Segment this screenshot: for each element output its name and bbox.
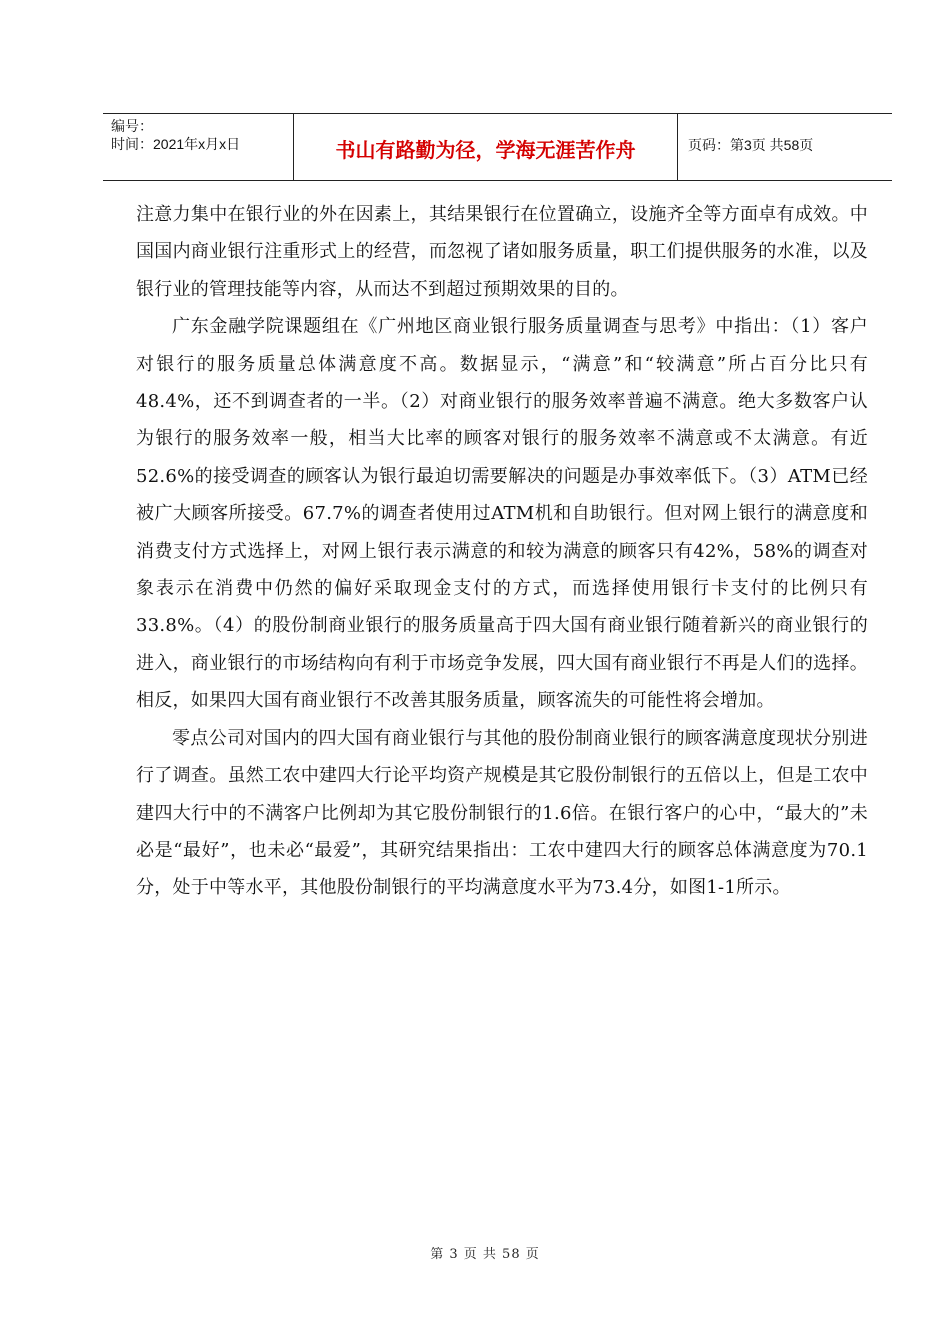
- date-label: 时间：2021年x月x日: [111, 136, 241, 152]
- header-meta: [103, 114, 293, 180]
- page-header: [103, 113, 892, 181]
- paragraph-3: 零点公司对国内的四大国有商业银行与其他的股份制商业银行的顾客满意度现状分别进行了调查。虽然工农中建四大行论平均资产规模是其它股份制银行的五倍以上，但是工农中建四大行中的不满客户比例却为其它股份制银行的1.6倍。在银行客户的心中，“最大的”未必是“最好”，也未必“最爱”，其研究结果指出：工农中建四大行的顾客总体满意度为70.1分，处于中等水平，其他股份制银行的平均满意度水平为73.4分，如图1-1所示。: [136, 727, 868, 899]
- document-body: [136, 196, 868, 907]
- paragraph-2: 广东金融学院课题组在《广州地区商业银行服务质量调查与思考》中指出：（1）客户对银行的服务质量总体满意度不高。数据显示，“满意”和“较满意”所占百分比只有48.4%，还不到调查者的一半。（2）对商业银行的服务效率普遍不满意。绝大多数客户认为银行的服务效率一般，相当大比率的顾客对银行的服务效率不满意或不太满意。有近52.6%的接受调查的顾客认为银行最迫切需要解决的问题是办事效率低下。（3）ATM已经被广大顾客所接受。67.7%的调查者使用过ATM机和自助银行。但对网上银行的满意度和消费支付方式选择上，对网上银行表示满意的和较为满意的顾客只有42%，58%的调查对象表示在消费中仍然的偏好采取现金支付的方式，而选择使用银行卡支付的比例只有33.8%。（4）的股份制商业银行的服务质量高于四大国有商业银行随着新兴的商业银行的进入，商业银行的市场结构向有利于市场竞争发展，四大国有商业银行不再是人们的选择。相反，如果四大国有商业银行不改善其服务质量，顾客流失的可能性将会增加。: [136, 316, 868, 712]
- serial-number-label: 编号：: [111, 118, 153, 134]
- paragraph-1: 注意力集中在银行业的外在因素上，其结果银行在位置确立，设施齐全等方面卓有成效。中国国内商业银行注重形式上的经营，而忽视了诸如服务质量，职工们提供服务的水准，以及银行业的管理技能等内容，从而达不到超过预期效果的目的。: [136, 204, 868, 300]
- page-footer: 第 3 页 共 58 页: [430, 1247, 540, 1262]
- header-motto: 书山有路勤为径，学海无涯苦作舟: [293, 114, 678, 180]
- header-page-info: 页码：第3页 共58页: [688, 137, 814, 153]
